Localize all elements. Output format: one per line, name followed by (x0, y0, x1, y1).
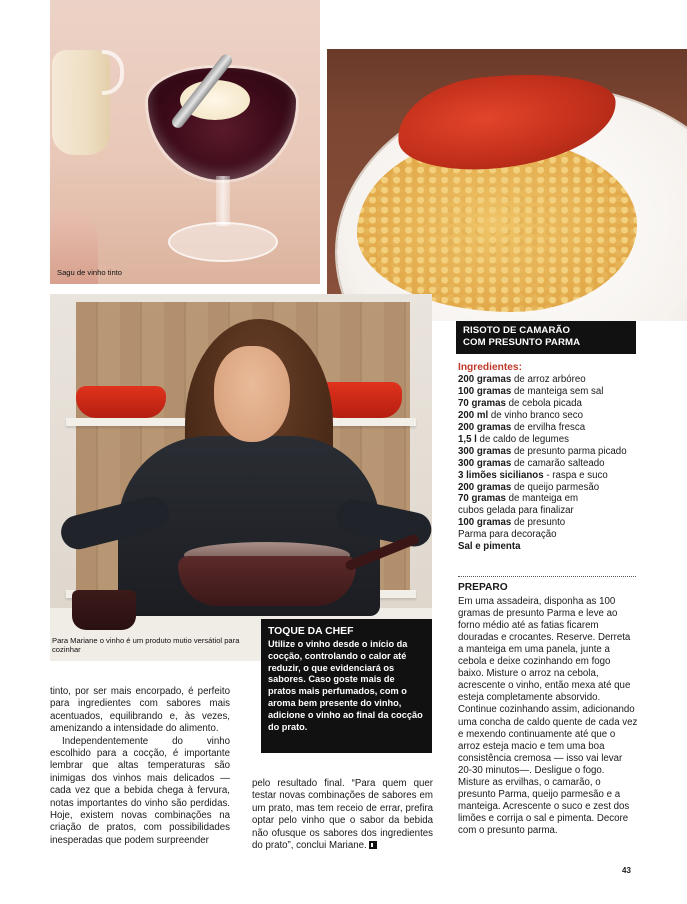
ingredient-qty: 1,5 l (458, 433, 477, 445)
ingredient-line (458, 482, 658, 494)
ingredient-line (458, 434, 658, 446)
ingredient-qty: 70 gramas (458, 493, 506, 505)
page-number: 43 (622, 866, 631, 875)
sagu-caption: Sagu de vinho tinto (57, 268, 123, 277)
ingredient-qty: 70 gramas (458, 397, 506, 409)
ingredient-qty: 3 limões sicilianos (458, 469, 544, 481)
ingredient-text: de manteiga em (505, 493, 579, 505)
ingredient-text: de queijo parmesão (511, 481, 600, 493)
ingredients-header: Ingredientes: (458, 362, 522, 373)
article-paragraph: Independentemente do vinho escolhido para a cocção, é importante lembrar que altas temperaturas são inimigas dos vinhos mais delicados — cada vez que a bebida chega à fervura, notas importantes do vinho são perdidas. Hoje, existem novas combinações na criação de pratos, com possibilidades inesperadas que podem surpreender (50, 735, 230, 846)
article-paragraph: pelo resultado final. “Para quem quer testar novas combinações de sabores em um prato, mas tem receio de errar, prefira optar pelo vinho que o sabor da bebida não ofusque os sabores dos ingredientes do prato”, conclui Mariane. (252, 778, 433, 852)
ingredient-text: de presunto (511, 517, 566, 529)
article-column-1 (50, 686, 230, 847)
ingredient-line (458, 386, 658, 398)
ingredient-qty: Sal e pimenta (458, 541, 521, 553)
ingredient-line (458, 529, 658, 541)
ingredients-list (458, 362, 658, 553)
ingredient-text: de arroz arbóreo (511, 373, 586, 385)
ingredient-line (458, 493, 658, 505)
recipe-title-box (456, 321, 636, 354)
ingredient-text: de caldo de legumes (476, 433, 569, 445)
ingredient-line (458, 470, 658, 482)
ingredient-line (458, 541, 658, 553)
article-column-2 (252, 778, 433, 852)
face-shape (214, 346, 290, 442)
glass-foot-shape (168, 222, 278, 262)
ingredient-qty: 200 gramas (458, 481, 512, 493)
ingredient-line (458, 374, 658, 386)
ingredient-text: de vinho branco seco (488, 409, 583, 421)
tip-title: TOQUE DA CHEF (268, 626, 354, 637)
ingredient-line (458, 410, 658, 422)
ingredient-qty: 300 gramas (458, 445, 512, 457)
ingredient-line (458, 505, 658, 517)
ingredient-text: de cebola picada (505, 397, 582, 409)
ingredient-text: cubos gelada para finalizar (458, 505, 574, 517)
sagu-photo (50, 0, 320, 284)
ingredient-line (458, 517, 658, 529)
ingredient-text: de manteiga sem sal (511, 385, 604, 397)
ingredient-text: de presunto parma picado (511, 445, 627, 457)
ingredient-qty: 200 ml (458, 409, 489, 421)
recipe-title-line1: RISOTO DE CAMARÃO (463, 325, 571, 336)
ingredient-text: de ervilha fresca (511, 421, 586, 433)
small-pot-shape (72, 590, 136, 630)
ingredient-qty: 100 gramas (458, 517, 512, 529)
ingredient-qty: 300 gramas (458, 457, 512, 469)
risotto-photo (327, 49, 687, 321)
ingredient-text: de camarão salteado (511, 457, 605, 469)
pitcher-handle-shape (102, 50, 124, 95)
ingredient-qty: 200 gramas (458, 421, 512, 433)
chef-caption: Para Mariane o vinho é um produto mutio versátiol para cozinhar (52, 636, 240, 654)
preparo-title: PREPARO (458, 582, 508, 593)
ingredient-line (458, 398, 658, 410)
red-pot-shape (76, 386, 166, 418)
pan-shape (178, 556, 356, 606)
glass-stem-shape (216, 176, 230, 226)
chef-tip-box (261, 619, 432, 753)
ingredient-qty: 100 gramas (458, 385, 512, 397)
section-divider (458, 576, 636, 577)
ingredient-qty: 200 gramas (458, 373, 512, 385)
tip-body: Utilize o vinho desde o início da cocção, controlando o calor até reduzir, o que evidenciará os sabores. Caso goste mais de pratos mais perfumados, com o aroma bem presente do vinho, adicione o vinho ao final da cocção do prato. (268, 639, 423, 732)
preparo-section (458, 582, 638, 837)
preparo-text: Em uma assadeira, disponha as 100 gramas de presunto Parma e leve ao forno médio até as fatias ficarem douradas e crocantes. Reserve. Derreta a manteiga em uma panela, junte a cebola e deixe cozinhando em fogo baixo. Misture o arroz na cebola, acrescente o vinho, então mexa até que esteja completamente absorvido. Continue cozinhando assim, adicionando uma concha de caldo quente de cada vez e mexendo continuamente até que o arroz esteja macio e tem uma boa consistência cremosa — isso vai levar 20-30 minutos—. Desligue o fogo. Misture as ervilhas, o camarão, o presunto Parma, queijo parmesão e a manteiga. Acrescente o suco e zest dos limões e corrija o sal e pimenta. Decore com o presunto parma. (458, 596, 638, 836)
ingredient-text: - raspa e suco (543, 469, 608, 481)
ingredient-line (458, 446, 658, 458)
chef-photo (50, 294, 432, 661)
ingredient-line (458, 422, 658, 434)
ingredient-text: Parma para decoração (458, 529, 557, 541)
end-of-article-icon (369, 841, 377, 849)
ingredient-line (458, 458, 658, 470)
recipe-title-line2: COM PRESUNTO PARMA (463, 337, 581, 348)
article-paragraph: tinto, por ser mais encorpado, é perfeito para ingredientes com sabores mais acentuados, equilibrando e, às vezes, amenizando a intensidade do alimento. (50, 686, 230, 735)
